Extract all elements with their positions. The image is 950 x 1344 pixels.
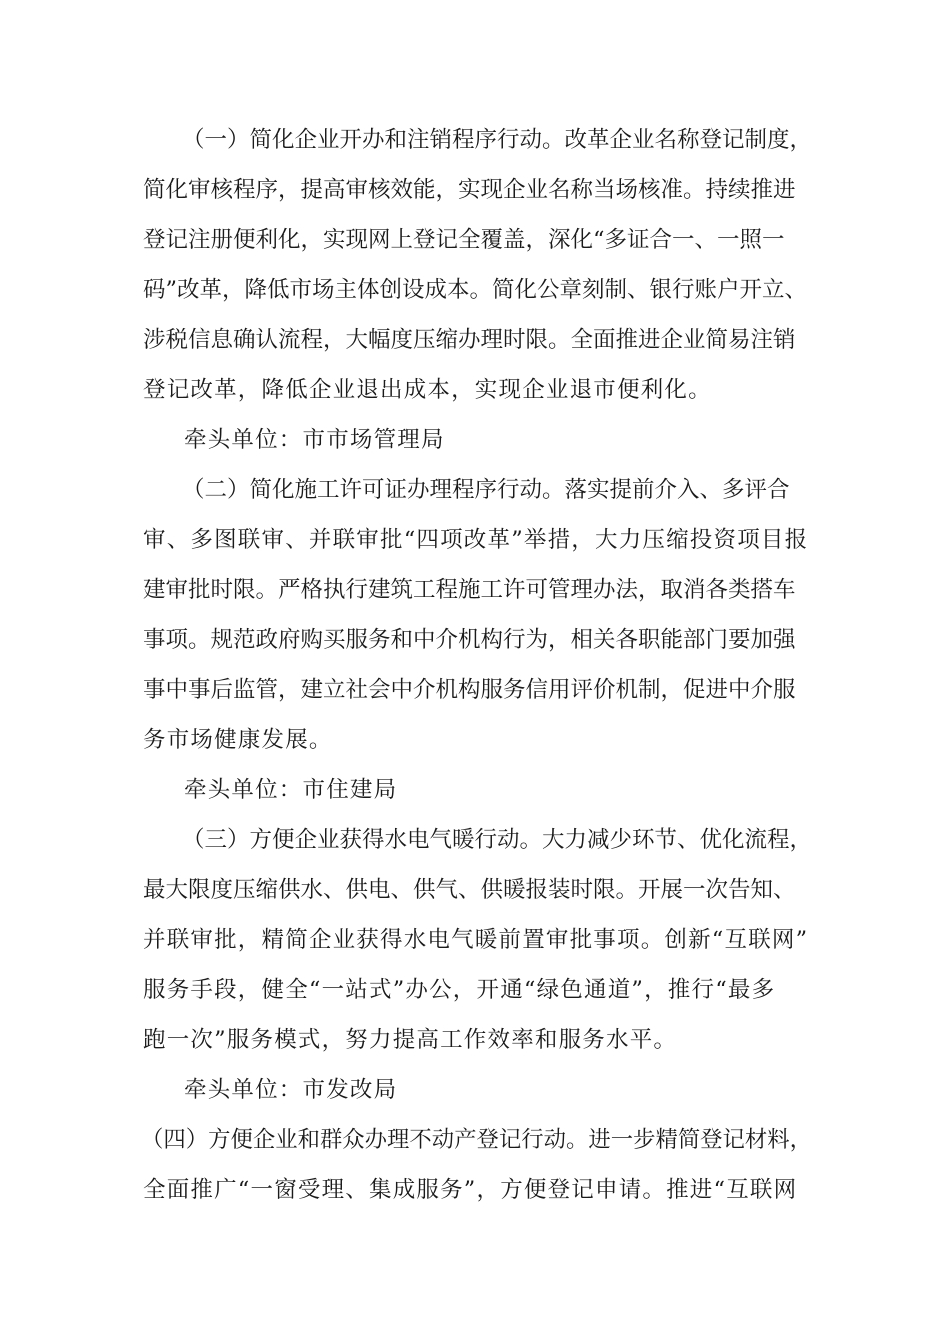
paragraph-2-line-6: 务市场健康发展。	[143, 727, 333, 753]
lead-unit-2: 牵头单位：市住建局	[184, 777, 398, 803]
paragraph-3-line-1: （三）方便企业获得水电气暖行动。大力减少环节、优化流程，	[182, 827, 813, 853]
paragraph-2-line-1: （二）简化施工许可证办理程序行动。落实提前介入、多评合	[182, 477, 790, 503]
paragraph-4-line-1: （四）方便企业和群众办理不动产登记行动。进一步精简登记材料，	[141, 1127, 813, 1153]
paragraph-4-line-2: 全面推广“一窗受理、集成服务”，方便登记申请。推进“互联网	[143, 1177, 798, 1203]
paragraph-1-line-2: 简化审核程序，提高审核效能，实现企业名称当场核准。持续推进	[143, 177, 796, 203]
paragraph-2-line-2: 审、多图联审、并联审批“四项改革”举措，大力压缩投资项目报	[143, 527, 809, 553]
paragraph-3-line-5: 跑一次”服务模式，努力提高工作效率和服务水平。	[143, 1027, 678, 1053]
lead-unit-3: 牵头单位：市发改局	[184, 1077, 398, 1103]
paragraph-1-line-6: 登记改革，降低企业退出成本，实现企业退市便利化。	[143, 377, 712, 403]
paragraph-3-line-4: 服务手段，健全“一站式”办公，开通“绿色通道”，推行“最多	[143, 977, 776, 1003]
paragraph-3-line-2: 最大限度压缩供水、供电、供气、供暖报装时限。开展一次告知、	[143, 877, 796, 903]
paragraph-1-line-3: 登记注册便利化，实现网上登记全覆盖，深化“多证合一、一照一	[143, 227, 785, 253]
lead-unit-1: 牵头单位：市市场管理局	[184, 427, 445, 453]
paragraph-2-line-3: 建审批时限。严格执行建筑工程施工许可管理办法，取消各类搭车	[143, 577, 796, 603]
paragraph-1-line-5: 涉税信息确认流程，大幅度压缩办理时限。全面推进企业简易注销	[143, 327, 796, 353]
paragraph-1-line-4: 码”改革，降低市场主体创设成本。简化公章刻制、银行账户开立、	[143, 277, 808, 303]
paragraph-1-line-1: （一）简化企业开办和注销程序行动。改革企业名称登记制度，	[182, 127, 813, 153]
paragraph-3-line-3: 并联审批，精简企业获得水电气暖前置审批事项。创新“互联网”	[143, 927, 809, 953]
paragraph-2-line-5: 事中事后监管，建立社会中介机构服务信用评价机制，促进中介服	[143, 677, 796, 703]
paragraph-2-line-4: 事项。规范政府购买服务和中介机构行为，相关各职能部门要加强	[143, 627, 796, 653]
